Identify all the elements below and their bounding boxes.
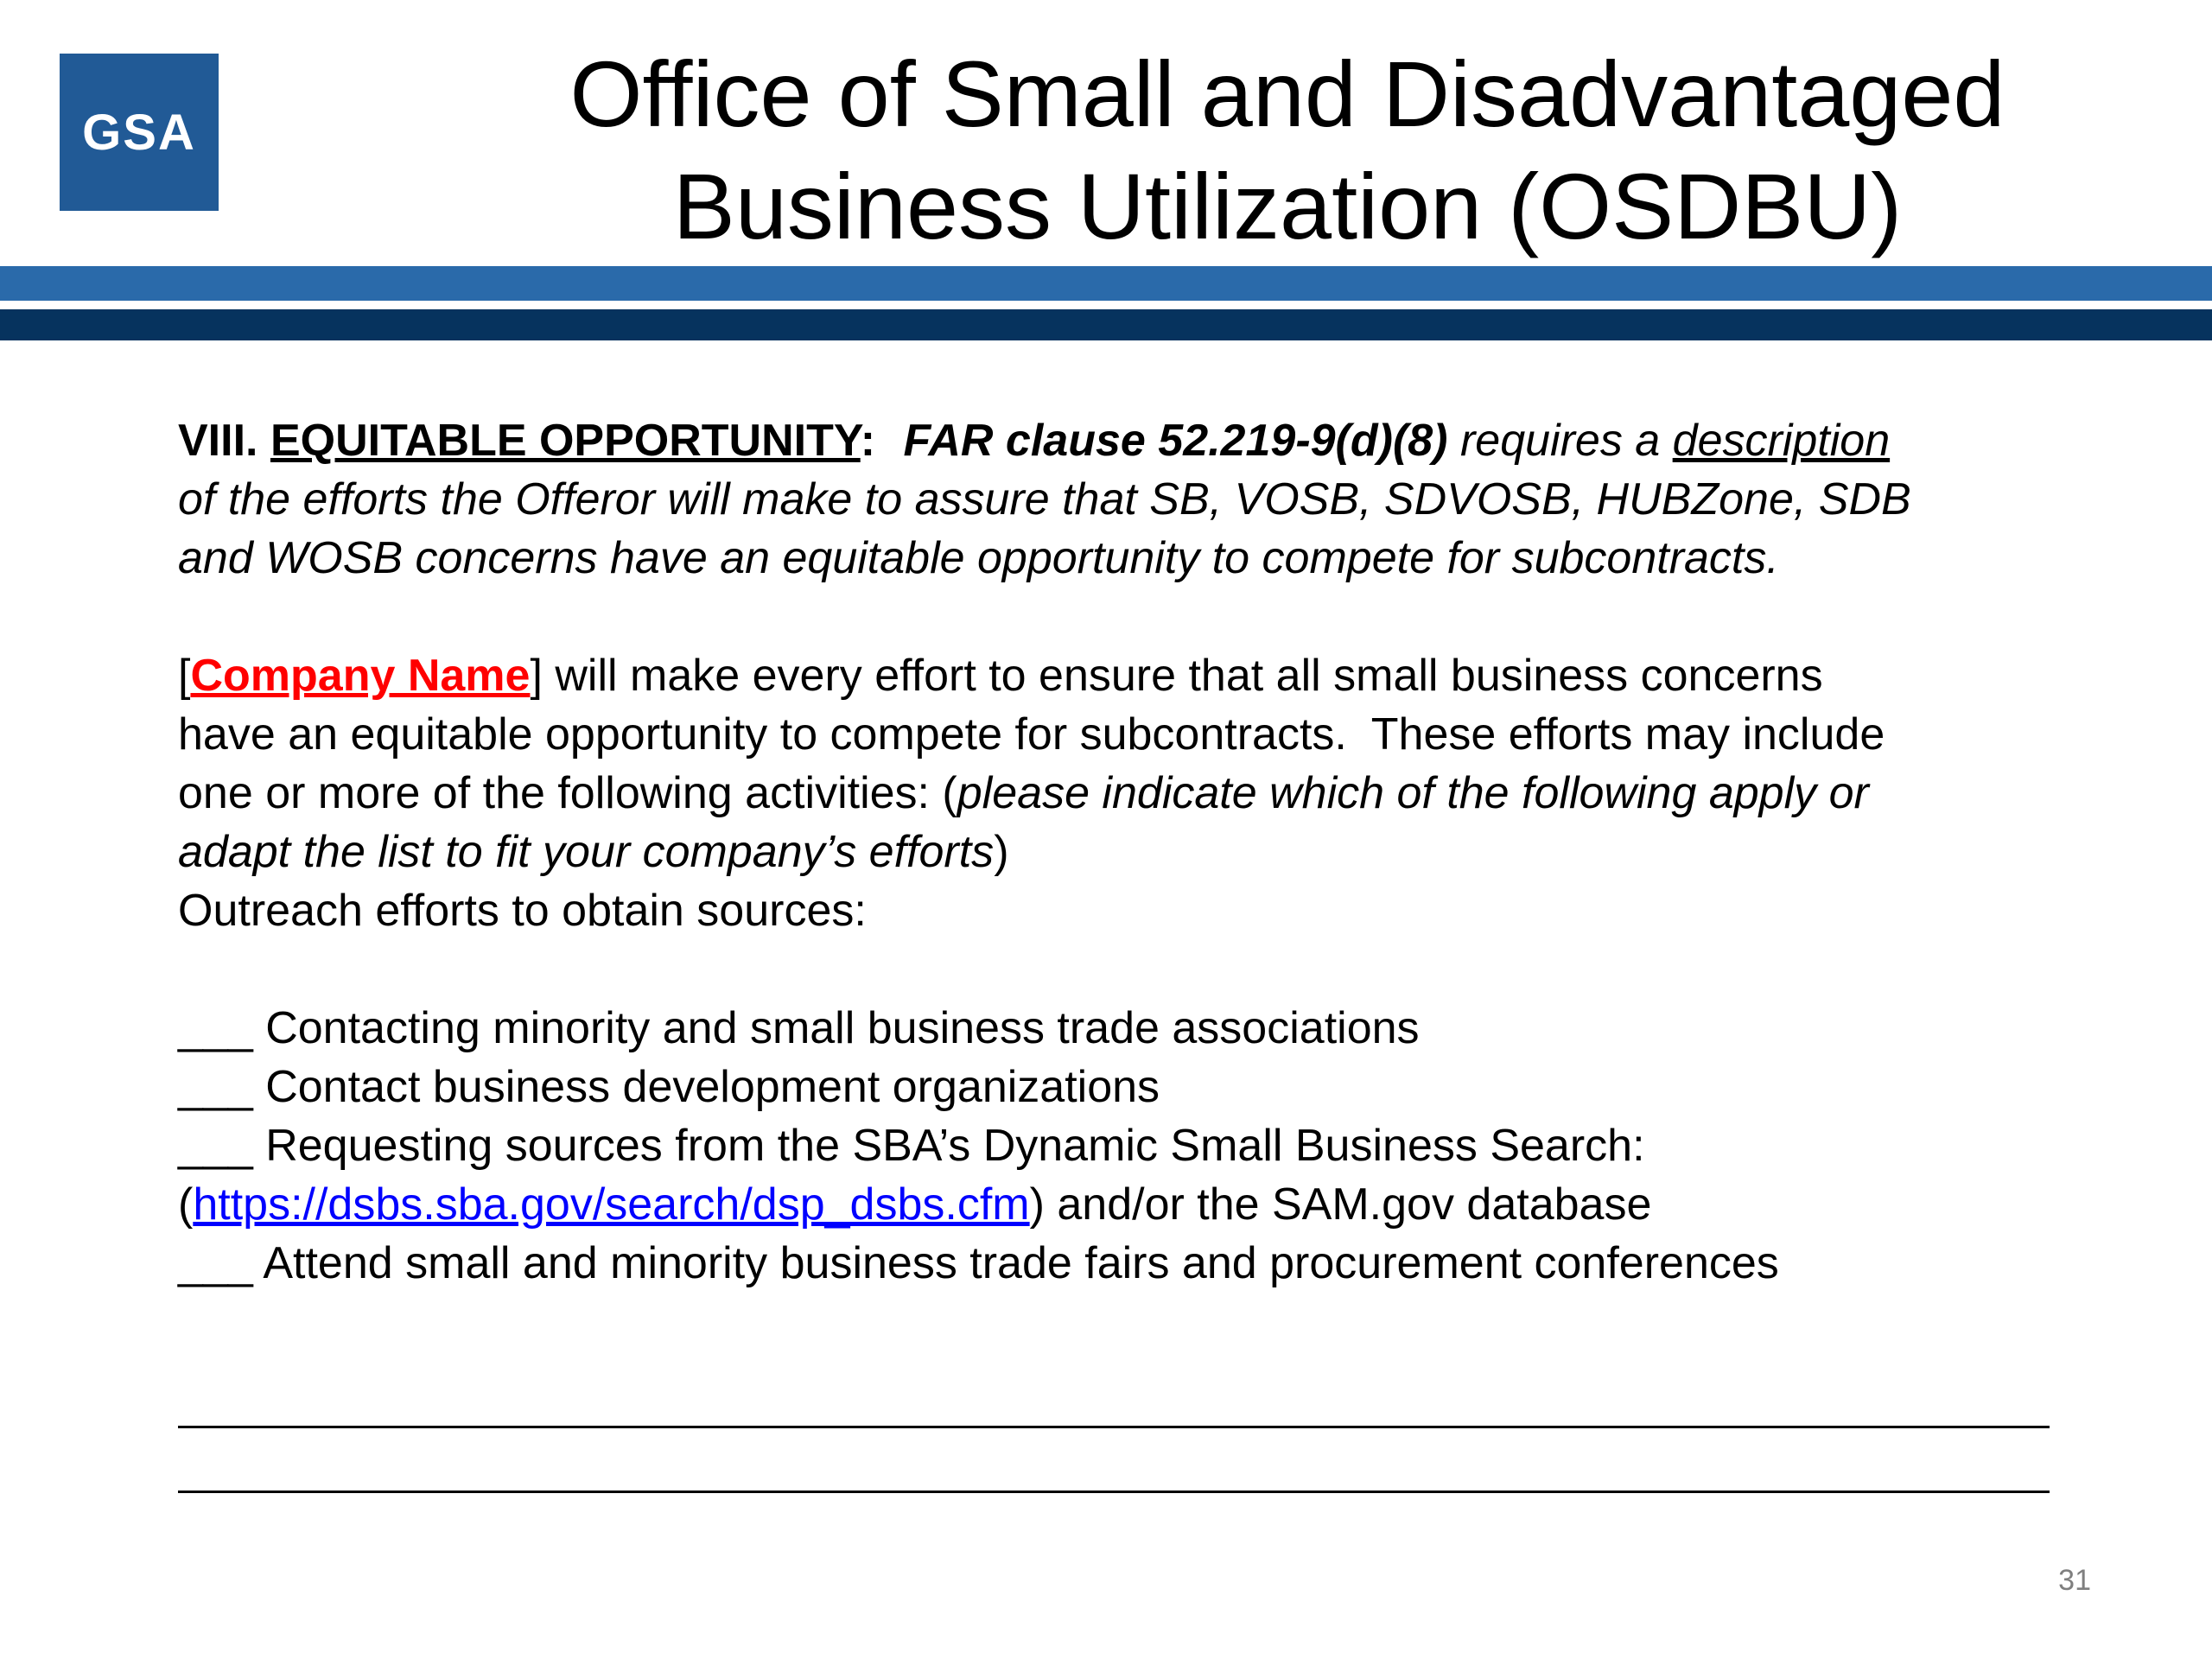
fill-in-line[interactable] — [178, 1491, 2050, 1493]
body-line3 — [178, 764, 2088, 823]
body-line1 — [178, 646, 2088, 705]
body-line1-rest: ] will make every effort to ensure that all small business concerns — [530, 651, 1823, 701]
body-line3-normal: one or more of the following activities: ( — [178, 768, 957, 818]
section-heading: EQUITABLE OPPORTUNITY — [270, 416, 861, 466]
header-band-gap — [0, 301, 2212, 309]
body-line4-italic: adapt the list to fit your company’s efforts — [178, 827, 995, 877]
section-number: VIII. — [178, 416, 258, 466]
section-text-line2: of the efforts the Offeror will make to assure that SB, VOSB, SDVOSB, HUBZone, SDB — [178, 474, 1911, 524]
checklist-item-label: Requesting sources from the SBA’s Dynamic Small Business Search: — [252, 1121, 1645, 1171]
outreach-heading: Outreach efforts to obtain sources: — [178, 886, 867, 936]
far-clause: FAR clause 52.219-9(d)(8) — [903, 416, 1448, 466]
body-line3-italic: please indicate which of the following apply or — [957, 768, 1869, 818]
section-colon: : — [860, 416, 876, 466]
body-line4-close: ) — [994, 827, 1009, 877]
body-line4 — [178, 823, 2088, 881]
checklist-item — [178, 1058, 2088, 1116]
company-name-placeholder: Company Name — [190, 651, 531, 701]
body-line2: have an equitable opportunity to compete for subcontracts. These efforts may include — [178, 709, 1885, 760]
paren-open: ( — [178, 1179, 194, 1230]
header-band-dark — [0, 309, 2212, 340]
checklist-item — [178, 1116, 2088, 1175]
checklist-item-continued — [178, 1175, 2088, 1234]
checklist-item-label: Attend small and minority business trade fairs and procurement conferences — [252, 1238, 1779, 1288]
fill-in-line[interactable] — [178, 1426, 2050, 1428]
description-text: description — [1672, 416, 1891, 466]
slide-title-line2: Business Utilization (OSDBU) — [672, 154, 1903, 258]
checklist-item — [178, 999, 2088, 1058]
checklist-blank[interactable]: ___ — [178, 1062, 253, 1112]
slide-content — [178, 411, 2088, 1293]
page-number: 31 — [2058, 1564, 2091, 1597]
dsbs-link[interactable]: https://dsbs.sba.gov/search/dsp_dsbs.cfm — [193, 1179, 1030, 1230]
gsa-logo-text: GSA — [82, 104, 196, 161]
slide-title — [484, 38, 2091, 263]
section-text-line3: and WOSB concerns have an equitable opportunity to compete for subcontracts. — [178, 533, 1779, 583]
bracket-open: [ — [178, 651, 191, 701]
checklist-blank[interactable]: ___ — [178, 1121, 253, 1171]
checklist-item-label: Contacting minority and small business trade associations — [252, 1003, 1420, 1053]
header-band-light — [0, 266, 2212, 301]
checklist-blank[interactable]: ___ — [178, 1003, 253, 1053]
section-heading-line — [178, 411, 2088, 470]
requires-text: requires a — [1447, 416, 1673, 466]
slide-title-line1: Office of Small and Disadvantaged — [569, 41, 2005, 146]
checklist-item — [178, 1234, 2088, 1293]
checklist-item-label: Contact business development organizations — [252, 1062, 1160, 1112]
gsa-logo — [60, 54, 219, 211]
sam-gov-text: ) and/or the SAM.gov database — [1029, 1179, 1652, 1230]
checklist-blank[interactable]: ___ — [178, 1238, 253, 1288]
